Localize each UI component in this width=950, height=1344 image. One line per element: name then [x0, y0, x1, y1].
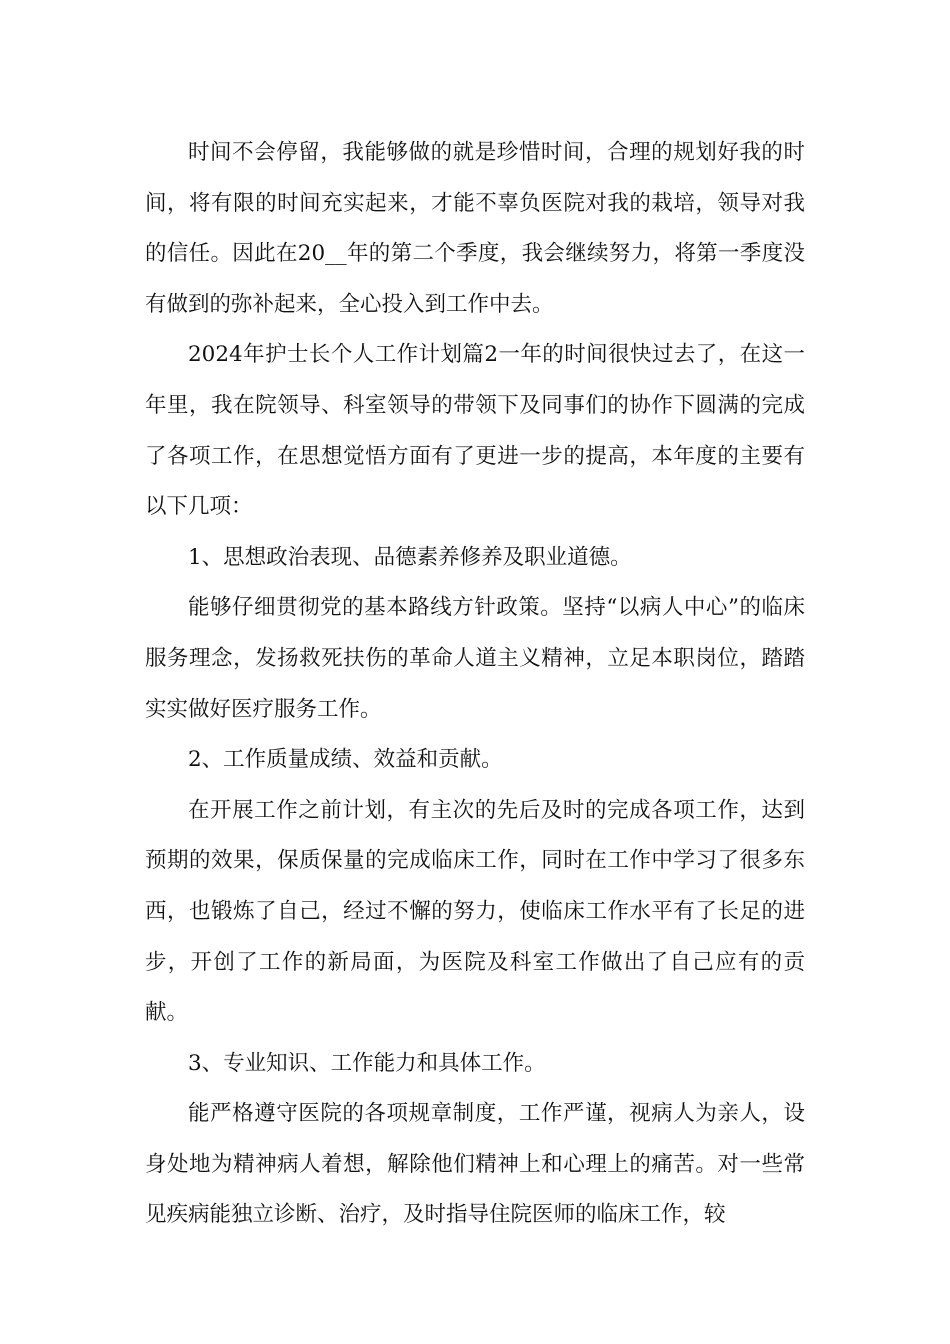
section-heading-2: 2、工作质量成绩、效益和贡献。	[188, 747, 503, 773]
paragraph-work-quality: 在开展工作之前计划，有主次的先后及时的完成各项工作，达到预期的效果，保质保量的完成临床工作，同时在工作中学习了很多东西，也锻炼了自己，经过不懈的努力，使临床工作水平有了长足的进步，开创了工作的新局面，为医院及科室工作做出了自己应有的贡献。	[145, 797, 805, 1026]
paragraph-political-performance: 能够仔细贯彻党的基本路线方针政策。坚持“以病人中心”的临床服务理念，发扬救死扶伤的革命人道主义精神，立足本职岗位，踏踏实实做好医疗服务工作。	[145, 595, 805, 722]
document-body	[145, 128, 805, 1241]
paragraph-time-plan: 时间不会停留，我能够做的就是珍惜时间，合理的规划好我的时间，将有限的时间充实起来，才能不辜负医院对我的栽培，领导对我的信任。因此在20__年的第二个季度，我会继续努力，将第一季度没有做到的弥补起来，全心投入到工作中去。	[145, 140, 805, 317]
section-heading-1: 1、思想政治表现、品德素养修养及职业道德。	[188, 544, 632, 570]
paragraph-annual-summary-intro: 2024年护士长个人工作计划篇2一年的时间很快过去了，在这一年里，我在院领导、科室领导的带领下及同事们的协作下圆满的完成了各项工作，在思想觉悟方面有了更进一步的提高，本年度的主要有以下几项：	[145, 342, 805, 520]
section-heading-3: 3、专业知识、工作能力和具体工作。	[188, 1050, 546, 1076]
paragraph-professional-knowledge: 能严格遵守医院的各项规章制度，工作严谨，视病人为亲人，设身处地为精神病人着想，解除他们精神上和心理上的痛苦。对一些常见疾病能独立诊断、治疗，及时指导住院医师的临床工作，较	[145, 1101, 805, 1228]
